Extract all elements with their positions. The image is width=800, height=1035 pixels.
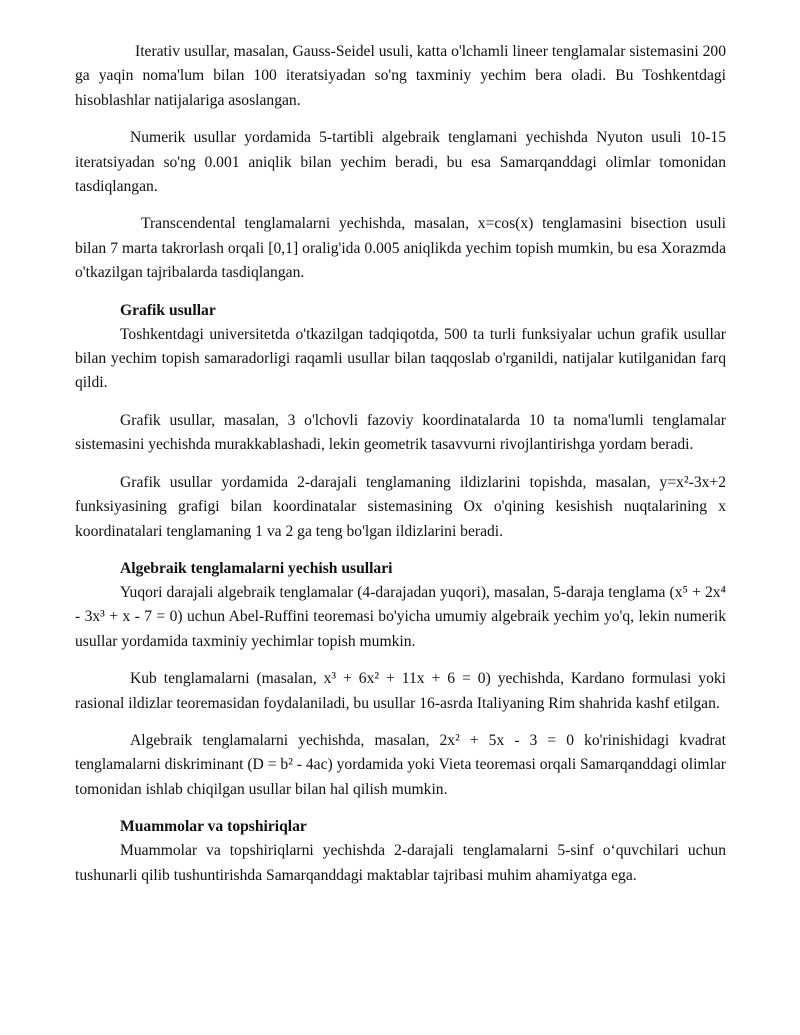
paragraph-iterative-methods: Iterativ usullar, masalan, Gauss-Seidel usuli, katta o'lchamli lineer tenglamalar sistemasini 200 ga yaqin noma'lum bilan 100 iteratsiyadan so'ng taxminiy yechim bera oladi. Bu Toshkentdagi hisoblashlar natijalariga asoslangan. bbox=[75, 43, 726, 109]
paragraph-grafik-3d: Grafik usullar, masalan, 3 o'lchovli fazoviy koordinatalarda 10 ta noma'lumli tenglamalar sistemasini yechishda murakkablashadi, lekin geometrik tasavvurni rivojlantirishga yordam beradi. bbox=[75, 411, 726, 454]
paragraph-transcendental: Transcendental tenglamalarni yechishda, masalan, x=cos(x) tenglamasini bisection usuli bilan 7 marta takrorlash orqali [0,1] oralig'ida 0.005 aniqlikda yechim topish mumkin, bu esa Xorazmda o'tkazilgan tajribalarda tasdiqlangan. bbox=[75, 215, 726, 282]
paragraph-muammolar: Muammolar va topshiriqlarni yechishda 2-darajali tenglamalarni 5-sinf o‘quvchilari uchun tushunarli qilib tushuntirishda Samarqanddagi maktablar tajribasi muhim ahamiyatga ega. bbox=[75, 842, 726, 884]
document-page bbox=[75, 40, 726, 901]
heading-algebraik-usullar: Algebraik tenglamalarni yechish usullari bbox=[120, 559, 393, 577]
paragraph-grafik-quadratic: Grafik usullar yordamida 2-darajali tenglamaning ildizlarini topishda, masalan, y=x²-3x+2 funksiyasining grafigi bilan koordinatalar sistemasining Ox o'qining kesishish nuqtalarining x koordinatalari tenglamaning 1 va 2 ga teng bo'lgan ildizlarini beradi. bbox=[75, 473, 726, 540]
paragraph-quadratic-discriminant: Algebraik tenglamalarni yechishda, masalan, 2x² + 5x - 3 = 0 ko'rinishidagi kvadrat tenglamalarni diskriminant (D = b² - 4ac) yordamida yoki Vieta teoremasi orqali Samarqanddagi olimlar tomonidan ishlab chiqilgan usullar bilan hal qilish mumkin. bbox=[75, 731, 726, 798]
heading-grafik-usullar: Grafik usullar bbox=[120, 301, 216, 319]
paragraph-grafik-study: Toshkentdagi universitetda o'tkazilgan tadqiqotda, 500 ta turli funksiyalar uchun grafik usullar bilan yechim topish samaradorligi raqamli usullar bilan taqqoslab o'rganildi, natijalar kutilganidan farq qildi. bbox=[75, 325, 726, 392]
paragraph-cubic-equations: Kub tenglamalarni (masalan, x³ + 6x² + 11x + 6 = 0) yechishda, Kardano formulasi yoki rasional ildizlar teoremasidan foydalaniladi, bu usullar 16-asrda Italiyaning Rim shahrida kashf etilgan. bbox=[75, 670, 726, 712]
heading-muammolar: Muammolar va topshiriqlar bbox=[120, 818, 307, 836]
paragraph-abel-ruffini: Yuqori darajali algebraik tenglamalar (4-darajadan yuqori), masalan, 5-daraja tenglama (x⁵ + 2x⁴ - 3x³ + x - 7 = 0) uchun Abel-Ruffini teoremasi bo'yicha umumiy algebraik yechim yo'q, lekin numerik usullar yordamida taxminiy yechimlar topish mumkin. bbox=[75, 583, 726, 650]
paragraph-newton-method: Numerik usullar yordamida 5-tartibli algebraik tenglamani yechishda Nyuton usuli 10-15 iteratsiyadan so'ng 0.001 aniqlik bilan yechim beradi, bu esa Samarqanddagi olimlar tomonidan tasdiqlangan. bbox=[75, 129, 726, 196]
